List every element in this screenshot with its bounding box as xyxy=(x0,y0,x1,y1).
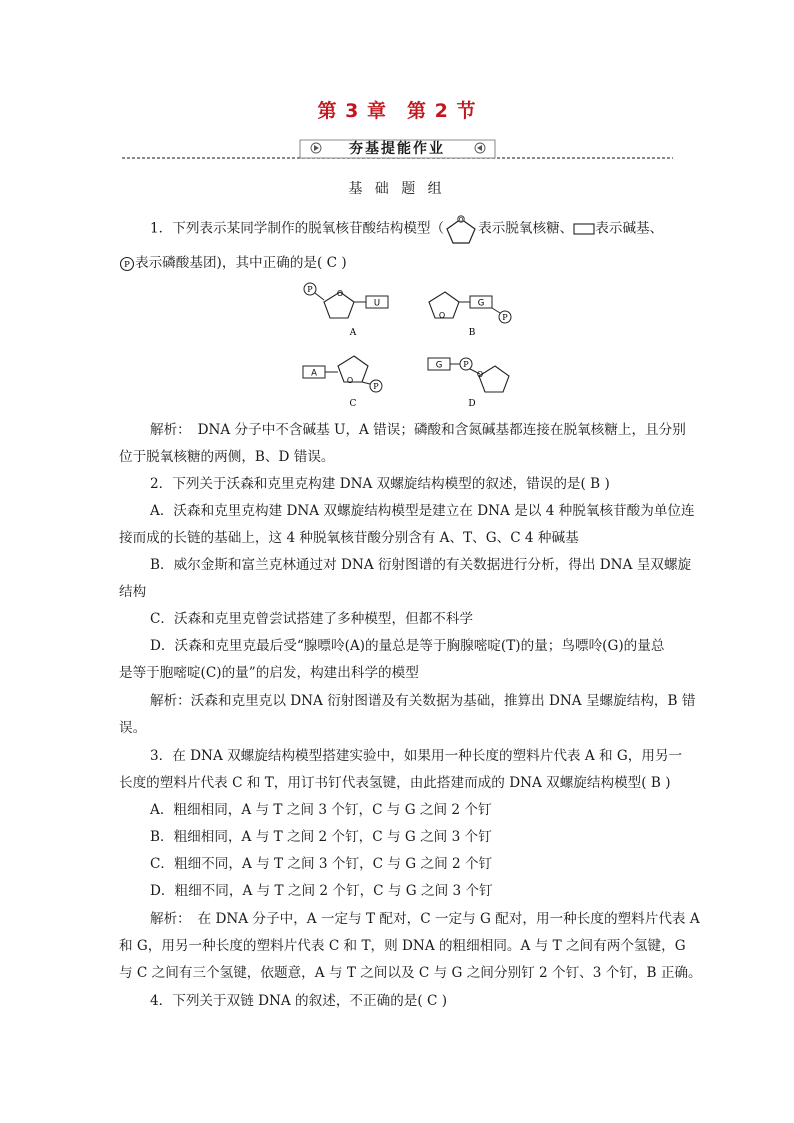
q3-analysis-line3: 与 C 之间有三个氢键，依题意，A 与 T 之间以及 C 与 G 之间分别钉 2 个钉、3 个钉，B 正确。 xyxy=(119,965,702,981)
svg-text:P: P xyxy=(307,285,313,294)
q4-stem: 4．下列关于双链 DNA 的叙述，不正确的是( C ) xyxy=(150,993,448,1009)
q1-analysis-line1: 解析： DNA 分子中不含碱基 U，A 错误；磷酸和含氮碱基都连接在脱氧核糖上，且分别 xyxy=(150,422,686,438)
phosphate-symbol: P xyxy=(124,259,130,270)
svg-text:O: O xyxy=(336,289,344,298)
section-subheading: 基 础 题 组 xyxy=(348,181,446,197)
svg-text:O: O xyxy=(438,311,446,320)
q3-option-b: B．粗细相同，A 与 T 之间 2 个钉，C 与 G 之间 3 个钉 xyxy=(150,829,492,845)
q2-option-a-line1: A．沃森和克里克构建 DNA 双螺旋结构模型是建立在 DNA 是以 4 种脱氧核苷酸为单位连 xyxy=(150,503,695,519)
q3-stem-line2: 长度的塑料片代表 C 和 T，用订书钉代表氢键，由此搭建而成的 DNA 双螺旋结构模型( B ) xyxy=(119,775,671,791)
option-b-model xyxy=(429,292,511,338)
q1-stem-text-d: 表示磷酸基团)，其中正确的是( C ) xyxy=(135,255,347,271)
option-c-base: A xyxy=(311,368,317,379)
nucleotide-model-figure xyxy=(290,280,530,412)
q1-stem-text-b: 表示脱氧核糖、 xyxy=(478,220,574,237)
sugar-oxygen-label: O xyxy=(458,216,464,224)
q3-option-a: A．粗细相同，A 与 T 之间 3 个钉，C 与 G 之间 2 个钉 xyxy=(150,802,492,818)
q2-option-c: C．沃森和克里克曾尝试搭建了多种模型，但都不科学 xyxy=(150,611,474,627)
pentagon-sugar-icon xyxy=(444,213,478,245)
option-d-model xyxy=(428,358,509,409)
q2-analysis-line1: 解析：沃森和克里克以 DNA 衍射图谱及有关数据为基础，推算出 DNA 呈螺旋结构，B 错 xyxy=(150,693,696,709)
q3-analysis-line2: 和 G，用另一种长度的塑料片代表 C 和 T，则 DNA 的粗细相同。A 与 T 之间有两个氢键，G xyxy=(119,938,686,954)
option-d-base: G xyxy=(435,360,443,371)
option-a-base: U xyxy=(373,298,381,309)
option-b-base: G xyxy=(477,298,485,309)
q2-stem: 2．下列关于沃森和克里克构建 DNA 双螺旋结构模型的叙述，错误的是( B ) xyxy=(150,476,610,492)
option-a-model xyxy=(304,283,388,338)
svg-text:P: P xyxy=(502,313,508,322)
q1-stem-text-c: 表示碱基、 xyxy=(595,220,664,237)
option-a-label: A xyxy=(349,328,357,338)
banner-label: 夯基提能作业 xyxy=(349,141,445,157)
rectangle-base-icon xyxy=(573,222,595,236)
q3-option-d: D．粗细不同，A 与 T 之间 2 个钉，C 与 G 之间 3 个钉 xyxy=(150,883,493,899)
option-c-label: C xyxy=(349,399,357,409)
q2-option-d-line2: 是等于胞嘧啶(C)的量”的启发，构建出科学的模型 xyxy=(119,665,419,681)
q1-stem-line1 xyxy=(150,213,663,245)
option-d-label: D xyxy=(468,399,476,409)
svg-text:P: P xyxy=(373,382,379,391)
svg-text:P: P xyxy=(463,360,469,369)
svg-text:O: O xyxy=(476,370,484,379)
q1-analysis-line2: 位于脱氧核糖的两侧，B、D 错误。 xyxy=(119,449,335,465)
option-b-label: B xyxy=(468,328,476,338)
q2-option-a-line2: 接而成的长链的基础上，这 4 种脱氧核苷酸分别含有 A、T、G、C 4 种碱基 xyxy=(119,530,579,546)
q2-option-d-line1: D．沃森和克里克最后受“腺嘌呤(A)的量总是等于胸腺嘧啶(T)的量；鸟嘌呤(G)的量总 xyxy=(150,638,665,654)
q3-analysis-line1: 解析： 在 DNA 分子中，A 一定与 T 配对，C 一定与 G 配对，用一种长度的塑料片代表 A xyxy=(150,911,700,927)
option-c-model xyxy=(303,356,382,409)
q2-analysis-line2: 误。 xyxy=(119,720,147,736)
q2-option-b-line2: 结构 xyxy=(119,584,147,600)
q3-stem-line1: 3．在 DNA 双螺旋结构模型搭建实验中，如果用一种长度的塑料片代表 A 和 G，用另一 xyxy=(150,748,683,764)
page-title: 第 3 章 第 2 节 xyxy=(317,100,477,122)
q3-option-c: C．粗细不同，A 与 T 之间 3 个钉，C 与 G 之间 2 个钉 xyxy=(150,856,493,872)
section-banner xyxy=(120,136,675,160)
svg-text:O: O xyxy=(346,376,354,385)
q1-stem-text-a: 1．下列表示某同学制作的脱氧核苷酸结构模型（ xyxy=(150,220,445,237)
q1-stem-line2 xyxy=(119,250,347,277)
phosphate-circle-icon xyxy=(119,256,135,272)
q2-option-b-line1: B．威尔金斯和富兰克林通过对 DNA 衍射图谱的有关数据进行分析，得出 DNA 呈双螺旋 xyxy=(150,557,692,573)
